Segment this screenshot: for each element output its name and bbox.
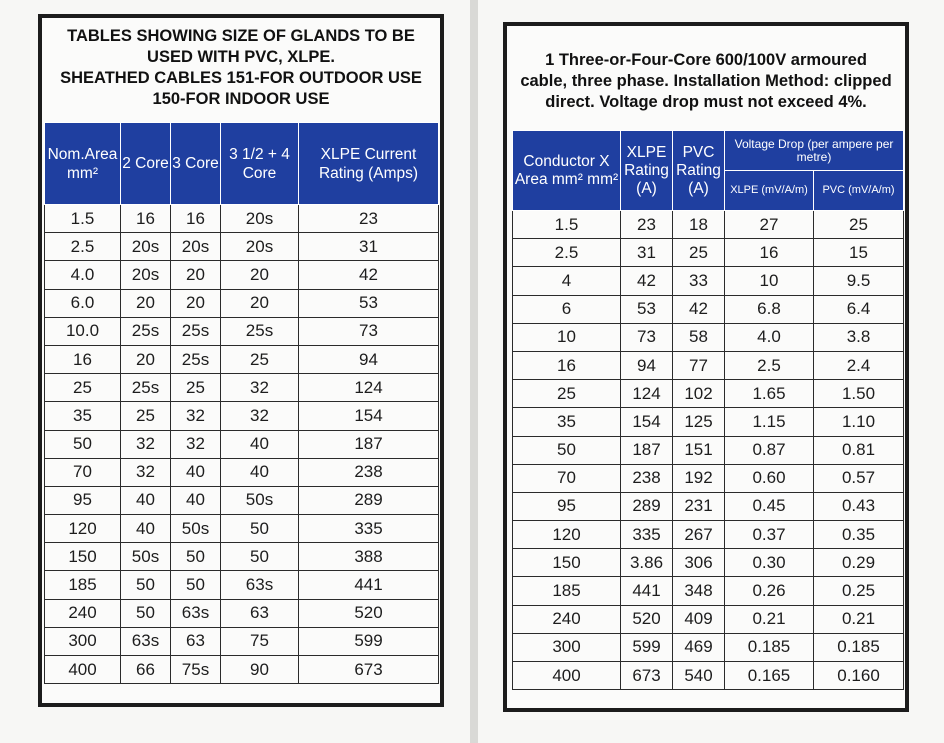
header-3half-4-core: 3 1/2 + 4 Core (221, 123, 299, 205)
table-cell: 63 (171, 627, 221, 655)
table-row (513, 436, 904, 464)
table-cell: 9.5 (814, 267, 904, 295)
table-cell: 16 (171, 205, 221, 233)
table-cell: 300 (513, 633, 621, 661)
table-cell: 50 (171, 543, 221, 571)
table-cell: 95 (45, 486, 121, 514)
title-line: cable, three phase. Installation Method: clipped (520, 72, 892, 90)
table-row (513, 323, 904, 351)
table-cell: 20 (121, 289, 171, 317)
table-row (45, 374, 439, 402)
table-row (45, 458, 439, 486)
table-cell: 53 (621, 295, 673, 323)
table-cell: 120 (513, 521, 621, 549)
table-row (45, 656, 439, 684)
table-row (513, 464, 904, 492)
table-row (513, 295, 904, 323)
table-cell: 15 (814, 239, 904, 267)
table-cell: 31 (621, 239, 673, 267)
title-line: 1 Three-or-Four-Core 600/100V armoured (545, 51, 867, 69)
table-cell: 23 (621, 211, 673, 239)
header-pvc-rating: PVC Rating (A) (673, 131, 725, 211)
table-cell: 20s (121, 233, 171, 261)
table-cell: 102 (673, 380, 725, 408)
table-cell: 35 (513, 408, 621, 436)
table-row (513, 380, 904, 408)
table-cell: 2.4 (814, 351, 904, 379)
table-cell: 0.37 (725, 521, 814, 549)
table-row (513, 408, 904, 436)
table-row (513, 577, 904, 605)
table-cell: 4.0 (725, 323, 814, 351)
table-cell: 32 (171, 430, 221, 458)
table-cell: 0.25 (814, 577, 904, 605)
header-3-core: 3 Core (171, 123, 221, 205)
table-cell: 599 (621, 633, 673, 661)
table-cell: 192 (673, 464, 725, 492)
table-cell: 0.21 (814, 605, 904, 633)
table-cell: 25 (171, 374, 221, 402)
gland-size-card (38, 14, 444, 707)
table-cell: 50s (171, 515, 221, 543)
table-cell: 25 (45, 374, 121, 402)
table-cell: 50 (513, 436, 621, 464)
table-cell: 409 (673, 605, 725, 633)
header-xlpe-rating: XLPE Rating (A) (621, 131, 673, 211)
header-2-core: 2 Core (121, 123, 171, 205)
table-cell: 94 (621, 351, 673, 379)
voltage-drop-table-body (513, 211, 904, 690)
table-cell: 32 (171, 402, 221, 430)
table-cell: 50 (121, 599, 171, 627)
table-cell: 18 (673, 211, 725, 239)
header-xlpe-current-rating: XLPE Current Rating (Amps) (299, 123, 439, 205)
table-cell: 42 (621, 267, 673, 295)
table-cell: 0.81 (814, 436, 904, 464)
voltage-drop-title (507, 50, 905, 113)
table-cell: 50 (221, 515, 299, 543)
header-conductor-area: Conductor X Area mm² mm² (513, 131, 621, 211)
table-cell: 185 (45, 571, 121, 599)
table-cell: 335 (299, 515, 439, 543)
table-cell: 1.5 (513, 211, 621, 239)
table-cell: 16 (725, 239, 814, 267)
table-row (45, 430, 439, 458)
table-cell: 240 (513, 605, 621, 633)
table-cell: 238 (299, 458, 439, 486)
table-cell: 1.65 (725, 380, 814, 408)
table-cell: 25s (121, 374, 171, 402)
title-line: TABLES SHOWING SIZE OF GLANDS TO BE (67, 27, 415, 45)
table-cell: 0.87 (725, 436, 814, 464)
table-cell: 16 (121, 205, 171, 233)
table-cell: 400 (45, 656, 121, 684)
table-cell: 16 (45, 345, 121, 373)
table-cell: 150 (45, 543, 121, 571)
table-cell: 673 (299, 656, 439, 684)
table-cell: 0.29 (814, 549, 904, 577)
table-cell: 289 (299, 486, 439, 514)
header-row (513, 131, 904, 171)
header-vd-xlpe: XLPE (mV/A/m) (725, 171, 814, 211)
table-cell: 25 (221, 345, 299, 373)
table-cell: 1.10 (814, 408, 904, 436)
table-row (513, 267, 904, 295)
table-cell: 240 (45, 599, 121, 627)
table-cell: 66 (121, 656, 171, 684)
table-cell: 53 (299, 289, 439, 317)
table-cell: 75 (221, 627, 299, 655)
table-cell: 40 (121, 486, 171, 514)
table-row (45, 599, 439, 627)
table-cell: 120 (45, 515, 121, 543)
table-cell: 32 (221, 402, 299, 430)
table-cell: 0.160 (814, 662, 904, 690)
table-cell: 306 (673, 549, 725, 577)
table-cell: 25 (121, 402, 171, 430)
table-cell: 32 (121, 458, 171, 486)
table-cell: 25 (673, 239, 725, 267)
table-row (45, 486, 439, 514)
table-cell: 25 (513, 380, 621, 408)
table-cell: 520 (621, 605, 673, 633)
table-row (513, 351, 904, 379)
gland-size-table-body (45, 205, 439, 684)
table-cell: 77 (673, 351, 725, 379)
table-row (513, 521, 904, 549)
table-cell: 42 (673, 295, 725, 323)
table-cell: 63 (221, 599, 299, 627)
table-cell: 10.0 (45, 317, 121, 345)
table-cell: 441 (621, 577, 673, 605)
table-cell: 40 (221, 458, 299, 486)
table-row (45, 317, 439, 345)
table-cell: 58 (673, 323, 725, 351)
table-cell: 187 (621, 436, 673, 464)
table-cell: 124 (621, 380, 673, 408)
title-line: 150-FOR INDOOR USE (152, 90, 330, 108)
table-cell: 63s (221, 571, 299, 599)
table-cell: 335 (621, 521, 673, 549)
table-cell: 25s (221, 317, 299, 345)
table-cell: 673 (621, 662, 673, 690)
table-row (513, 662, 904, 690)
table-cell: 0.165 (725, 662, 814, 690)
table-cell: 20 (221, 261, 299, 289)
table-cell: 10 (513, 323, 621, 351)
table-cell: 25 (814, 211, 904, 239)
table-cell: 20s (171, 233, 221, 261)
table-cell: 50s (121, 543, 171, 571)
table-cell: 73 (621, 323, 673, 351)
table-row (45, 515, 439, 543)
table-cell: 185 (513, 577, 621, 605)
table-cell: 1.5 (45, 205, 121, 233)
table-cell: 33 (673, 267, 725, 295)
header-vd-pvc: PVC (mV/A/m) (814, 171, 904, 211)
table-cell: 6 (513, 295, 621, 323)
table-cell: 0.21 (725, 605, 814, 633)
table-cell: 70 (513, 464, 621, 492)
table-cell: 4 (513, 267, 621, 295)
table-cell: 289 (621, 492, 673, 520)
table-cell: 20 (171, 261, 221, 289)
table-row (45, 261, 439, 289)
table-cell: 25s (171, 345, 221, 373)
table-row (513, 633, 904, 661)
table-cell: 238 (621, 464, 673, 492)
table-cell: 441 (299, 571, 439, 599)
table-cell: 63s (121, 627, 171, 655)
table-cell: 20s (221, 205, 299, 233)
table-cell: 1.50 (814, 380, 904, 408)
table-cell: 0.185 (725, 633, 814, 661)
table-cell: 1.15 (725, 408, 814, 436)
table-cell: 40 (171, 458, 221, 486)
table-row (513, 549, 904, 577)
table-row (45, 205, 439, 233)
table-cell: 95 (513, 492, 621, 520)
table-cell: 599 (299, 627, 439, 655)
table-cell: 50 (45, 430, 121, 458)
table-cell: 20 (121, 345, 171, 373)
table-row (45, 571, 439, 599)
table-cell: 187 (299, 430, 439, 458)
table-cell: 6.4 (814, 295, 904, 323)
table-cell: 124 (299, 374, 439, 402)
title-line: USED WITH PVC, XLPE. (147, 48, 335, 66)
table-row (513, 492, 904, 520)
table-cell: 267 (673, 521, 725, 549)
table-cell: 63s (171, 599, 221, 627)
table-row (513, 605, 904, 633)
table-cell: 27 (725, 211, 814, 239)
table-cell: 154 (621, 408, 673, 436)
table-row (45, 233, 439, 261)
table-cell: 40 (221, 430, 299, 458)
table-cell: 10 (725, 267, 814, 295)
table-cell: 20s (121, 261, 171, 289)
table-cell: 20s (221, 233, 299, 261)
table-cell: 0.45 (725, 492, 814, 520)
title-line: SHEATHED CABLES 151-FOR OUTDOOR USE (60, 69, 422, 87)
table-cell: 0.60 (725, 464, 814, 492)
table-cell: 0.35 (814, 521, 904, 549)
table-cell: 50 (121, 571, 171, 599)
table-cell: 23 (299, 205, 439, 233)
table-cell: 50s (221, 486, 299, 514)
table-cell: 231 (673, 492, 725, 520)
table-cell: 94 (299, 345, 439, 373)
table-cell: 50 (221, 543, 299, 571)
table-row (45, 289, 439, 317)
table-cell: 2.5 (725, 351, 814, 379)
table-cell: 16 (513, 351, 621, 379)
table-cell: 32 (121, 430, 171, 458)
table-cell: 20 (221, 289, 299, 317)
table-cell: 35 (45, 402, 121, 430)
table-cell: 4.0 (45, 261, 121, 289)
gland-size-table (44, 122, 439, 684)
voltage-drop-card (503, 22, 909, 712)
table-cell: 0.43 (814, 492, 904, 520)
table-cell: 6.0 (45, 289, 121, 317)
table-row (513, 239, 904, 267)
table-cell: 0.30 (725, 549, 814, 577)
table-cell: 32 (221, 374, 299, 402)
header-nom-area: Nom.Area mm² (45, 123, 121, 205)
table-cell: 3.86 (621, 549, 673, 577)
table-cell: 400 (513, 662, 621, 690)
table-cell: 125 (673, 408, 725, 436)
table-row (45, 627, 439, 655)
table-cell: 150 (513, 549, 621, 577)
table-cell: 42 (299, 261, 439, 289)
table-cell: 40 (171, 486, 221, 514)
table-row (45, 402, 439, 430)
table-cell: 151 (673, 436, 725, 464)
table-row (513, 211, 904, 239)
table-cell: 469 (673, 633, 725, 661)
table-cell: 6.8 (725, 295, 814, 323)
table-cell: 25s (171, 317, 221, 345)
table-row (45, 543, 439, 571)
table-cell: 2.5 (513, 239, 621, 267)
header-row (45, 123, 439, 205)
table-cell: 25s (121, 317, 171, 345)
gland-size-title (42, 26, 440, 110)
header-voltage-drop: Voltage Drop (per ampere per metre) (725, 131, 904, 171)
table-cell: 0.26 (725, 577, 814, 605)
table-cell: 70 (45, 458, 121, 486)
table-cell: 154 (299, 402, 439, 430)
table-cell: 520 (299, 599, 439, 627)
table-cell: 388 (299, 543, 439, 571)
voltage-drop-table (512, 130, 904, 690)
table-cell: 0.185 (814, 633, 904, 661)
table-cell: 540 (673, 662, 725, 690)
table-row (45, 345, 439, 373)
title-line: direct. Voltage drop must not exceed 4%. (545, 93, 867, 111)
table-cell: 2.5 (45, 233, 121, 261)
table-cell: 0.57 (814, 464, 904, 492)
table-cell: 348 (673, 577, 725, 605)
table-cell: 20 (171, 289, 221, 317)
table-cell: 40 (121, 515, 171, 543)
table-cell: 75s (171, 656, 221, 684)
table-cell: 73 (299, 317, 439, 345)
table-cell: 300 (45, 627, 121, 655)
table-cell: 31 (299, 233, 439, 261)
table-cell: 90 (221, 656, 299, 684)
table-cell: 3.8 (814, 323, 904, 351)
table-cell: 50 (171, 571, 221, 599)
